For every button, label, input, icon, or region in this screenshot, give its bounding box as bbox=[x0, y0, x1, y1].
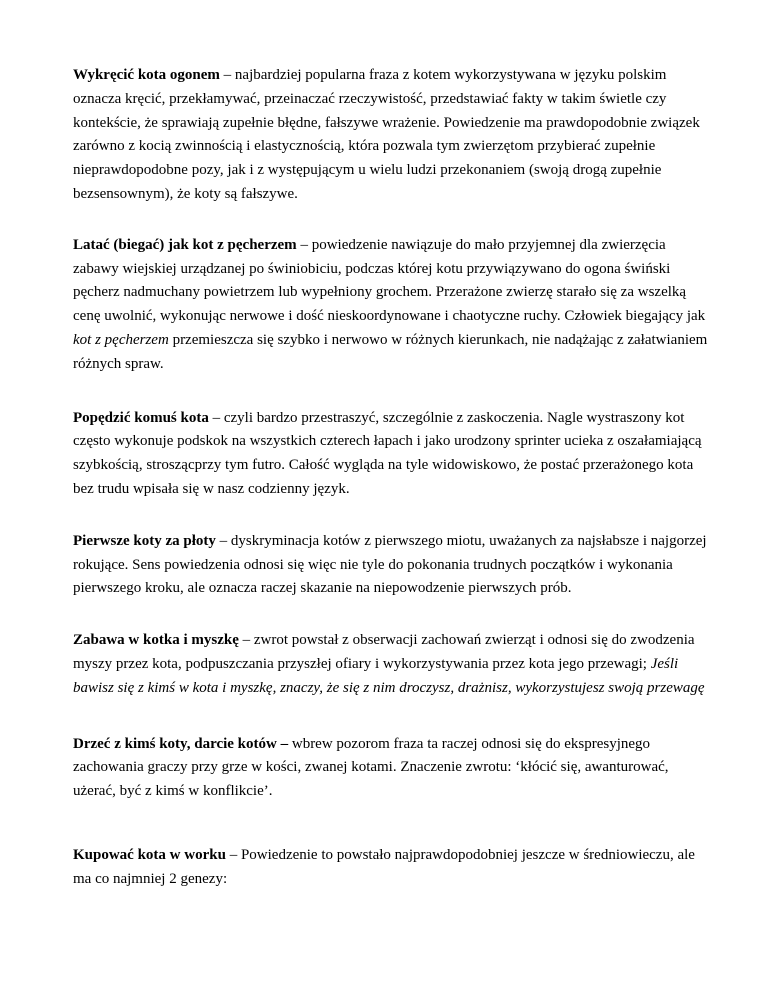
idiom-description: – czyli bardzo przestraszyć, szczególnie z zaskoczenia. Nagle wystraszony kot często wykonuje podskok na wszystkich czterech łapach i jako urodzony sprinter ucieka z oszałamiającą szybkością, stroszącprzy tym futro. Całość wygląda na tyle widowiskowo, że postać przerażonego kota bez trudu wpisała się w nasz codzienny język. bbox=[73, 409, 702, 497]
idiom-emphasis: Jeśli bawisz się z kimś w kota i myszkę, znaczy, że się z nim droczysz, drażnisz, wykorzystujesz swoją przewagę bbox=[73, 655, 705, 696]
idiom-description: – zwrot powstał z obserwacji zachowań zwierząt i odnosi się do zwodzenia myszy przez kota, podpuszczania przyszłej ofiary i wykorzystywania przez kota jego przewagi; bbox=[73, 632, 695, 672]
idiom-entry-5 bbox=[73, 629, 709, 700]
idiom-term: Pierwsze koty za płoty bbox=[73, 532, 216, 549]
idiom-entry-2 bbox=[73, 234, 709, 377]
idiom-emphasis: kot z pęcherzem bbox=[73, 331, 169, 348]
idiom-description: – powiedzenie nawiązuje do mało przyjemnej dla zwierzęcia zabawy wiejskiej urządzanej po świniobiciu, podczas której kotu przywiązywano do ogona świński pęcherz nadmuchany powietrzem lub wypełniony grochem. Przerażone zwierzę starało się za wszelką cenę uwolnić, wykonując nerwowe i dość nieskoordynowane i chaotyczne ruchy. Człowiek biegający jak bbox=[73, 236, 706, 325]
idiom-description-continued: przemieszcza się szybko i nerwowo w różnych kierunkach, nie nadążając z załatwianiem różnych spraw. bbox=[73, 331, 708, 372]
paragraph-spacer bbox=[73, 377, 709, 407]
document-page bbox=[73, 64, 709, 892]
idiom-description: – dyskryminacja kotów z pierwszego miotu, uważanych za najsłabsze i najgorzej rokujące. Sens powiedzenia odnosi się więc nie tyle do pokonania trudnych początków i wykonania pierwszego kroku, ale oznacza raczej skazanie na niepowodzenie pierwszych prób. bbox=[73, 532, 707, 597]
idiom-term: Kupować kota w worku bbox=[73, 846, 226, 863]
paragraph-spacer bbox=[73, 502, 709, 530]
idiom-term: Popędzić komuś kota bbox=[73, 409, 209, 426]
paragraph-spacer bbox=[73, 804, 709, 844]
idiom-description: – najbardziej popularna fraza z kotem wykorzystywana w języku polskim oznacza kręcić, przekłamywać, przeinaczać rzeczywistość, przedstawiać fakty w takim świetle czy kontekście, że sprawiają zupełnie błędne, fałszywe wrażenie. Powiedzenie ma prawdopodobnie związek zarówno z kocią zwinnością i elastycznością, która pozwala tym zwierzętom przybierać zupełnie nieprawdopodobne pozy, jak i z występującym u wielu ludzi przekonaniem (swoją drogą zupełnie bezsensownym), że koty są fałszywe. bbox=[73, 67, 700, 202]
idiom-entry-4 bbox=[73, 530, 709, 601]
idiom-entry-7 bbox=[73, 844, 709, 892]
paragraph-spacer bbox=[73, 601, 709, 629]
idiom-term: Drzeć z kimś koty, darcie kotów – bbox=[73, 735, 289, 752]
idiom-term: Latać (biegać) jak kot z pęcherzem bbox=[73, 236, 297, 253]
paragraph-spacer bbox=[73, 701, 709, 733]
idiom-entry-6 bbox=[73, 733, 709, 804]
idiom-description: – Powiedzenie to powstało najprawdopodobniej jeszcze w średniowieczu, ale ma co najmniej 2 genezy: bbox=[73, 846, 695, 887]
idiom-term: Wykręcić kota ogonem bbox=[73, 67, 220, 83]
idiom-entry-3 bbox=[73, 407, 709, 502]
idiom-entry-1 bbox=[73, 64, 709, 207]
idiom-term: Zabawa w kotka i myszkę bbox=[73, 632, 239, 649]
paragraph-spacer bbox=[73, 207, 709, 234]
idiom-description: wbrew pozorom fraza ta raczej odnosi się do ekspresyjnego zachowania graczy przy grze w kości, zwanej kotami. Znaczenie zwrotu: ‘kłócić się, awanturować, użerać, być z kimś w konflikcie’. bbox=[73, 735, 669, 800]
